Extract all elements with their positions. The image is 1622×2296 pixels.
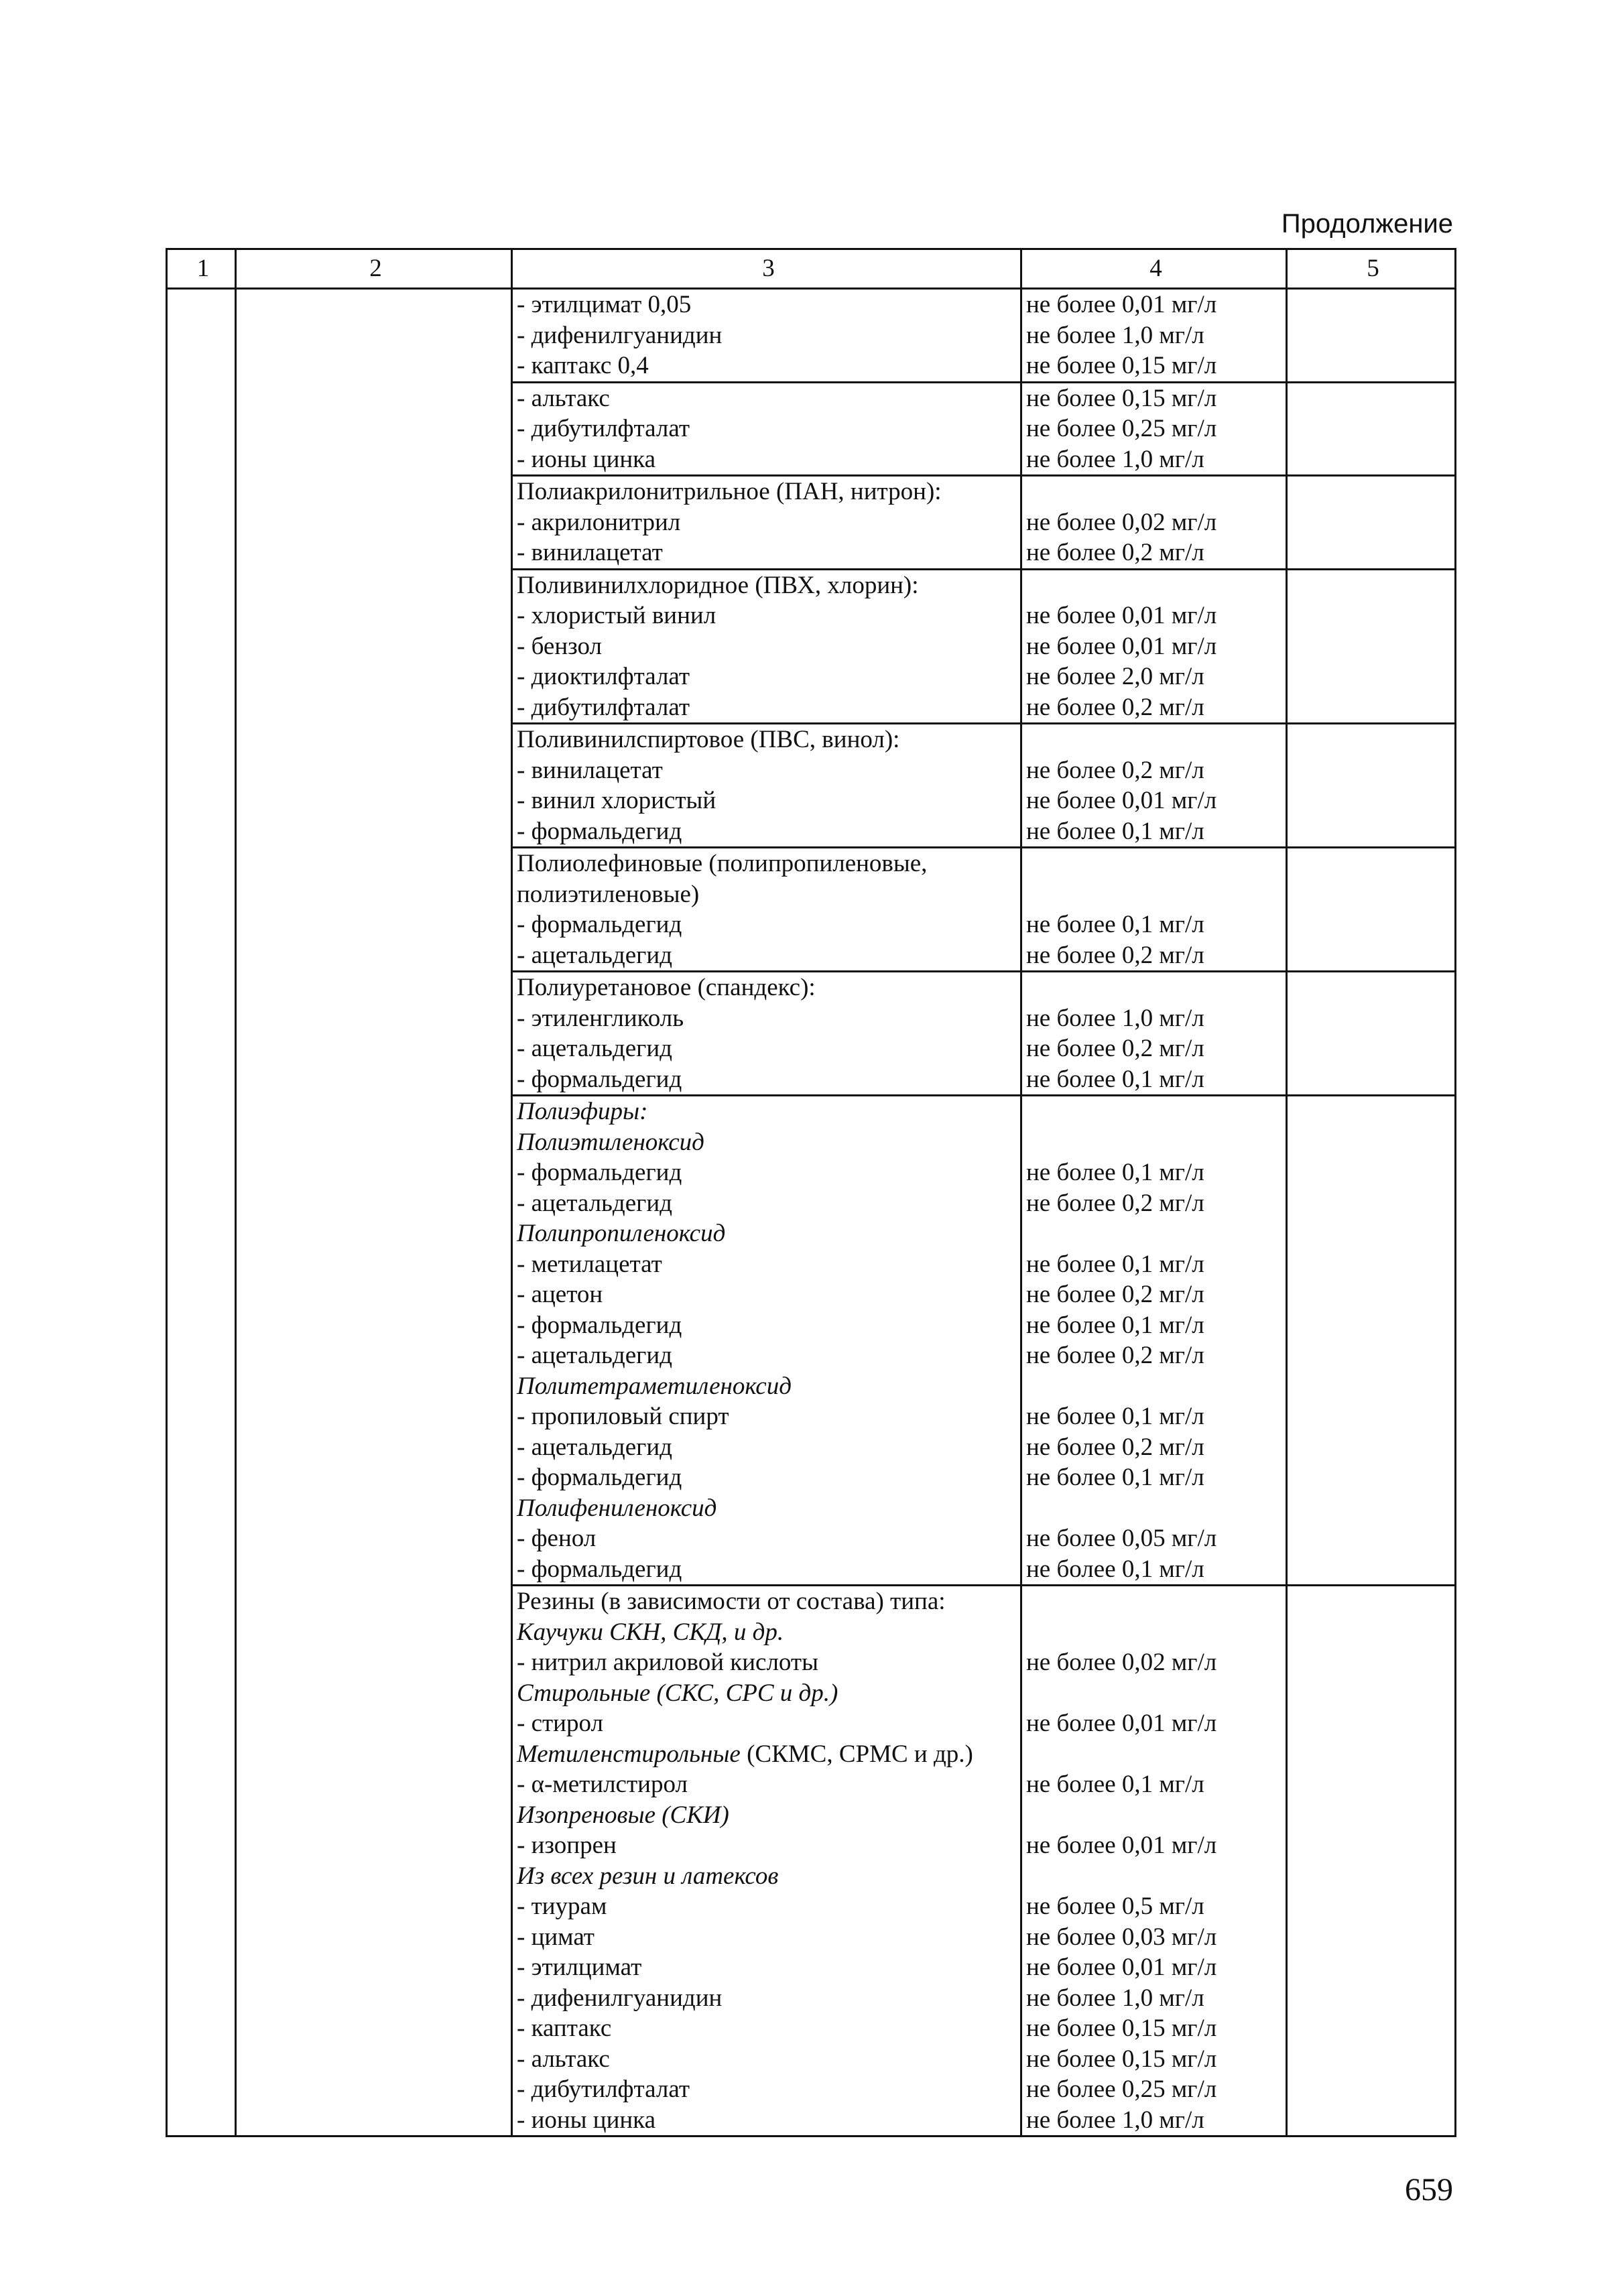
- substance-limit: не более 0,1 мг/л: [1026, 1311, 1204, 1339]
- substance-limit: не более 0,2 мг/л: [1026, 693, 1204, 721]
- substance-name: - альтакс: [517, 384, 610, 412]
- substance-name: - фенол: [517, 1525, 597, 1552]
- substance-name: - формальдегид: [517, 1159, 682, 1186]
- substance-name: - ионы цинка: [517, 2106, 656, 2134]
- cell-limit: [1021, 382, 1287, 476]
- substance-limit: не более 0,02 мг/л: [1026, 508, 1217, 536]
- cell-substance: [512, 569, 1021, 724]
- column-number-row: [167, 249, 1456, 289]
- cell-substance: [512, 1096, 1021, 1586]
- substance-limit: не более 0,2 мг/л: [1026, 1433, 1204, 1461]
- cell-substance: [512, 972, 1021, 1096]
- substance-limit: не более 0,15 мг/л: [1026, 2045, 1217, 2073]
- empty-line: [1026, 1586, 1286, 1617]
- column-header-4: 4: [1021, 249, 1287, 289]
- substance-name: - ацетальдегид: [517, 1189, 672, 1217]
- cell-limit: [1021, 724, 1287, 848]
- substance-limit: не более 0,01 мг/л: [1026, 1832, 1217, 1859]
- group-title: Поливинилхлоридное (ПВХ, хлорин):: [517, 571, 919, 599]
- substance-limit: не более 0,5 мг/л: [1026, 1893, 1204, 1920]
- substance-limit: не более 1,0 мг/л: [1026, 1984, 1204, 2012]
- subgroup-title: Из всех резин и латексов: [517, 1862, 779, 1890]
- substance-limit: не более 0,2 мг/л: [1026, 1342, 1204, 1369]
- substance-limit: не более 1,0 мг/л: [1026, 2106, 1204, 2134]
- substance-limit: не более 0,25 мг/л: [1026, 2076, 1217, 2103]
- empty-line: [1026, 570, 1286, 601]
- empty-line: [1026, 972, 1286, 1003]
- substance-name: - метилацетат: [517, 1250, 662, 1278]
- cell-limit: [1021, 569, 1287, 724]
- substance-limit: не более 0,1 мг/л: [1026, 817, 1204, 845]
- cell-substance: [512, 848, 1021, 972]
- substance-name: - ацетальдегид: [517, 941, 672, 969]
- cell-col5: [1287, 724, 1456, 848]
- substance-limit: не более 0,15 мг/л: [1026, 352, 1217, 379]
- substance-name: - дифенилгуанидин: [517, 1984, 723, 2012]
- substance-name: - α-метилстирол: [517, 1771, 688, 1798]
- substance-limit: не более 0,1 мг/л: [1026, 1250, 1204, 1278]
- substance-limit: не более 0,2 мг/л: [1026, 756, 1204, 784]
- empty-line: [1026, 476, 1286, 507]
- page-number: 659: [1405, 2172, 1453, 2208]
- substance-name: - каптакс: [517, 2015, 612, 2042]
- substance-name: - ацетон: [517, 1281, 603, 1308]
- substance-name: - хлористый винил: [517, 602, 716, 629]
- substance-name: - формальдегид: [517, 1065, 682, 1093]
- subgroup-title: Полипропиленоксид: [517, 1220, 726, 1247]
- substance-name: - дибутилфталат: [517, 2076, 690, 2103]
- substance-limit: не более 0,15 мг/л: [1026, 2015, 1217, 2042]
- cell-limit: [1021, 972, 1287, 1096]
- substance-limit: не более 0,2 мг/л: [1026, 1035, 1204, 1062]
- cell-col1: [167, 289, 236, 2136]
- substance-name: - диоктилфталат: [517, 663, 690, 690]
- substance-limit: не более 0,01 мг/л: [1026, 1954, 1217, 1981]
- table-body: [167, 289, 1456, 2136]
- substance-name: - стирол: [517, 1710, 603, 1737]
- cell-limit: [1021, 289, 1287, 383]
- empty-line: [1026, 1739, 1286, 1770]
- group-title: Полиолефиновые (полипропиленовые,: [517, 850, 928, 877]
- continuation-label: Продолжение: [1281, 209, 1453, 239]
- substance-limit: не более 0,1 мг/л: [1026, 1771, 1204, 1798]
- substance-name: - ацетальдегид: [517, 1433, 672, 1461]
- substance-name: - ионы цинка: [517, 445, 656, 473]
- column-header-5: 5: [1287, 249, 1456, 289]
- substance-limit: не более 2,0 мг/л: [1026, 663, 1204, 690]
- empty-line: [1026, 1127, 1286, 1158]
- empty-line: [1026, 1096, 1286, 1127]
- substance-name: - ацетальдегид: [517, 1342, 672, 1369]
- substance-name: - бензол: [517, 632, 603, 660]
- cell-col5: [1287, 382, 1456, 476]
- substance-name: - каптакс 0,4: [517, 352, 649, 379]
- subgroup-title: Полифениленоксид: [517, 1494, 717, 1522]
- group-title: полиэтиленовые): [517, 880, 700, 908]
- substance-name: - формальдегид: [517, 1311, 682, 1339]
- substance-limit: не более 0,1 мг/л: [1026, 1159, 1204, 1186]
- substance-name: - дифенилгуанидин: [517, 321, 723, 349]
- subgroup-title: Каучуки СКН, СКД, и др.: [517, 1618, 784, 1646]
- subgroup-title: Полиэтиленоксид: [517, 1128, 704, 1156]
- substance-limit: не более 0,01 мг/л: [1026, 632, 1217, 660]
- substance-limit: не более 0,01 мг/л: [1026, 291, 1217, 318]
- substance-name: - формальдегид: [517, 911, 682, 938]
- table-row: [167, 289, 1456, 383]
- substance-limit: не более 1,0 мг/л: [1026, 445, 1204, 473]
- cell-col2: [236, 289, 512, 2136]
- cell-col5: [1287, 476, 1456, 570]
- subgroup-title: [517, 1739, 1020, 1770]
- cell-limit: [1021, 476, 1287, 570]
- substance-name: - пропиловый спирт: [517, 1403, 729, 1430]
- column-header-1: 1: [167, 249, 236, 289]
- substance-name: - ацетальдегид: [517, 1035, 672, 1062]
- substance-limit: не более 0,1 мг/л: [1026, 1403, 1204, 1430]
- cell-col5: [1287, 289, 1456, 383]
- group-title: Поливинилспиртовое (ПВС, винол):: [517, 726, 900, 753]
- empty-line: [1026, 1861, 1286, 1892]
- substance-name: - этилцимат 0,05: [517, 291, 692, 318]
- empty-line: [1026, 724, 1286, 755]
- substance-limit: не более 0,02 мг/л: [1026, 1649, 1217, 1676]
- substance-limit: не более 1,0 мг/л: [1026, 321, 1204, 349]
- substance-limit: не более 0,2 мг/л: [1026, 1281, 1204, 1308]
- subgroup-title: Изопреновые (СКИ): [517, 1801, 729, 1829]
- substance-name: - дибутилфталат: [517, 415, 690, 442]
- group-title: Полиуретановое (спандекс):: [517, 974, 816, 1001]
- substance-name: - винилацетат: [517, 539, 663, 566]
- substance-limit: не более 1,0 мг/л: [1026, 1004, 1204, 1032]
- substance-name: - винилацетат: [517, 756, 663, 784]
- subgroup-title: Политетраметиленоксид: [517, 1372, 792, 1400]
- empty-line: [1026, 1371, 1286, 1402]
- substance-limit: не более 0,15 мг/л: [1026, 384, 1217, 412]
- substance-name: - дибутилфталат: [517, 693, 690, 721]
- substance-limit: не более 0,2 мг/л: [1026, 1189, 1204, 1217]
- column-header-2: 2: [236, 249, 512, 289]
- subgroup-title-italic: Метиленстирольные: [517, 1740, 741, 1768]
- substance-limit: не более 0,05 мг/л: [1026, 1525, 1217, 1552]
- cell-substance: [512, 289, 1021, 383]
- substance-limit: не более 0,03 мг/л: [1026, 1923, 1217, 1951]
- column-header-3: 3: [512, 249, 1021, 289]
- cell-col5: [1287, 1096, 1456, 1586]
- substance-name: - акрилонитрил: [517, 508, 681, 536]
- substance-limit: не более 0,1 мг/л: [1026, 1464, 1204, 1491]
- substance-limit: не более 0,1 мг/л: [1026, 1555, 1204, 1583]
- substance-limit: не более 0,2 мг/л: [1026, 941, 1204, 969]
- group-title: Полиакрилонитрильное (ПАН, нитрон):: [517, 478, 942, 505]
- cell-col5: [1287, 848, 1456, 972]
- cell-substance: [512, 476, 1021, 570]
- substance-name: - этилцимат: [517, 1954, 642, 1981]
- empty-line: [1026, 879, 1286, 910]
- subgroup-title: Стирольные (СКС, СРС и др.): [517, 1679, 838, 1707]
- substance-name: - альтакс: [517, 2045, 610, 2073]
- substance-name: - цимат: [517, 1923, 595, 1951]
- cell-substance: [512, 724, 1021, 848]
- substance-name: - формальдегид: [517, 817, 682, 845]
- subgroup-title-suffix: (СКМС, СРМС и др.): [740, 1740, 973, 1768]
- substance-limit: не более 0,25 мг/л: [1026, 415, 1217, 442]
- cell-col5: [1287, 1586, 1456, 2136]
- substance-name: - формальдегид: [517, 1464, 682, 1491]
- empty-line: [1026, 1493, 1286, 1524]
- cell-limit: [1021, 848, 1287, 972]
- substance-limit: не более 0,01 мг/л: [1026, 602, 1217, 629]
- cell-substance: [512, 1586, 1021, 2136]
- empty-line: [1026, 1218, 1286, 1249]
- substance-limit: не более 0,1 мг/л: [1026, 1065, 1204, 1093]
- cell-limit: [1021, 1096, 1287, 1586]
- empty-line: [1026, 848, 1286, 879]
- cell-col5: [1287, 569, 1456, 724]
- substance-name: - винил хлористый: [517, 787, 716, 814]
- substance-name: - тиурам: [517, 1893, 607, 1920]
- substance-name: - изопрен: [517, 1832, 617, 1859]
- empty-line: [1026, 1800, 1286, 1831]
- empty-line: [1026, 1617, 1286, 1648]
- empty-line: [1026, 1678, 1286, 1709]
- substance-limit: не более 0,2 мг/л: [1026, 539, 1204, 566]
- requirements-table: [166, 248, 1456, 2137]
- substance-name: - этиленгликоль: [517, 1004, 684, 1032]
- group-title: Резины (в зависимости от состава) типа:: [517, 1588, 946, 1615]
- substance-limit: не более 0,01 мг/л: [1026, 1710, 1217, 1737]
- substance-name: - нитрил акриловой кислоты: [517, 1649, 818, 1676]
- cell-limit: [1021, 1586, 1287, 2136]
- cell-substance: [512, 382, 1021, 476]
- substance-name: - формальдегид: [517, 1555, 682, 1583]
- substance-limit: не более 0,01 мг/л: [1026, 787, 1217, 814]
- group-title: Полиэфиры:: [517, 1098, 648, 1125]
- cell-col5: [1287, 972, 1456, 1096]
- substance-limit: не более 0,1 мг/л: [1026, 911, 1204, 938]
